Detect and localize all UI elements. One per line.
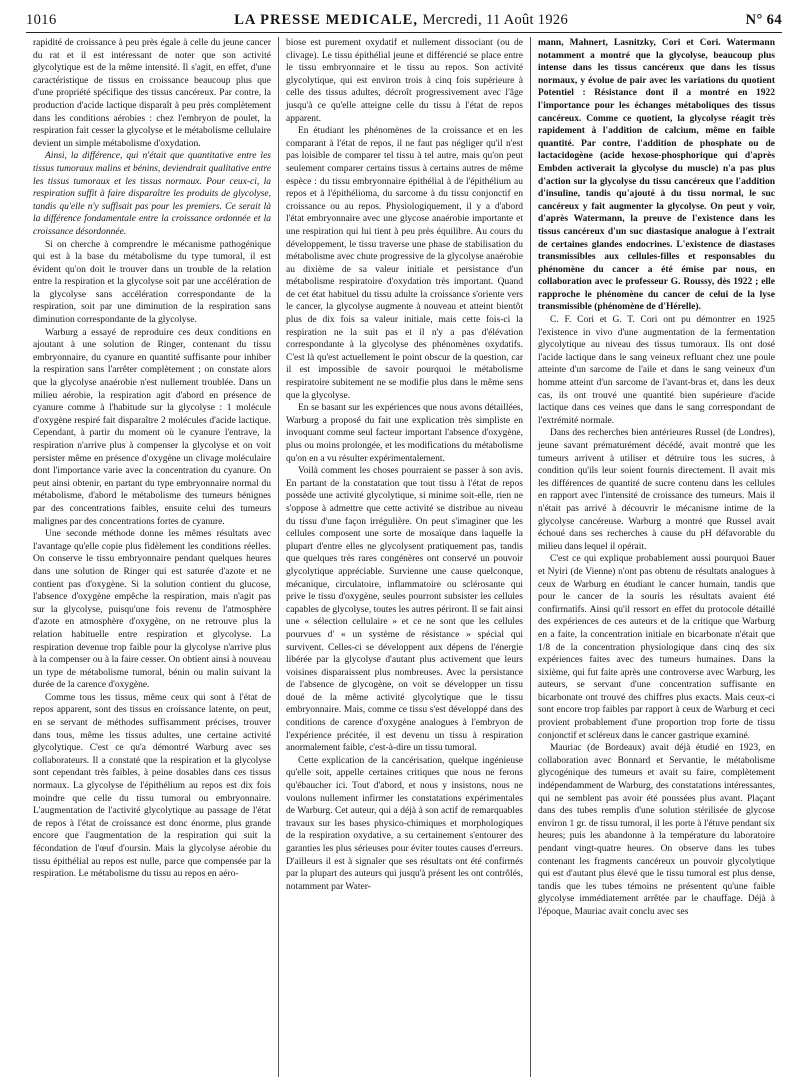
paragraph: En étudiant les phénomènes de la croissance et en les comparant à l'état de repos, il ne faut pas négliger qu'il n'est pas loisible de comparer tel tissu à tel autre, mais qu'on peut seulement comparer certains tissus à certains autres de même espèce : du tissu embryonnaire épithélial à de l'épithélium au repos et à l'épithélioma, du sarcome à du tissu conjonctif en croissance ou au repos. Physiologiquement, il y a d'abord l'état embryonnaire avec une glycose anaérobie importante et une respiration qui lui tient à peu près équilibre. Au cours du développement, le tissu traverse une phase de stabilisation du métabolisme avec chute progressive de la glycolyse anaérobie au dixième de sa valeur initiale et persistance d'un métabolisme respiratoire d'oxydation très important. Quand de cet état habituel du tissu adulte la croissance s'oriente vers le cancer, la glycolyse augmente à nouveau et atteint bientôt plus de dix fois sa valeur initiale, mais cette fois-ci la respiration ne la suit pas et il n'y a pas d'élévation correspondante à la glycolyse des phénomènes oxydatifs. C'est là qu'est actuellement le point obscur de la question, car il est impossible de savoir pourquoi le métabolisme respiratoire subitement ne se modifie plus dans le même sens que la glycolyse. bbox=[285, 126, 523, 401]
paragraph: mann, Mahnert, Lasnitzky, Cori et Cori. Watermann notamment a montré que la glycolyse, beaucoup plus intense dans les tissus cancéreux que dans les tissus normaux, y évolue de pair avec les variations du quotient Potentiel : Résistance dont il a montré en 1922 l'importance pour les échanges métaboliques des tissus cancéreux. Comme ce quotient, la glycolyse réagit très rapidement à l'addition de calcium, même en faible quantité. Par contre, l'addition de phosphate ou de lactacidogène (acide hexose-phosphorique qui d'après Embden activerait la glycolyse du muscle) n'a pas plus d'action sur la glycolyse du tissu cancéreux que l'addition d'insuline, tandis qu'ajouté à du tissu normal, le suc cancéreux y fait augmenter la glycolyse. On peut y voir, d'après Watermann, la preuve de l'existence dans les tissus cancéreux d'un suc diastasique analogue à l'extrait de certaines glandes endocrines. L'existence de diastases transmissibles aux cellules-filles et responsables du phénomène du cancer a été émise par nous, en collaboration avec le professeur G. Roussy, dès 1922 ; elle rapproche le phénomène du cancer de celui de la lyse transmissible (phénomène de d'Hérelle). bbox=[537, 38, 775, 313]
journal-name: LA PRESSE MEDICALE, bbox=[234, 12, 418, 28]
paragraph: Voilà comment les choses pourraient se passer à son avis. En partant de la constatation que tout tissu à l'état de repos possède une activité glycolytique, si minime soit-elle, rien ne s'oppose à admettre que cette activité se distribue au niveau du tissu d'une façon irrégulière. On peut s'imaginer que les cellules composent une sorte de mosaïque dans laquelle la plupart d'entre elles ne glycolysent pratiquement pas, tandis que quelques très rares congénères ont conservé un pouvoir glycolytique appréciable. Survienne une cause quelconque, mécanique, circulatoire, inflammatoire ou sclérosante qui prive le tissu d'oxygène, seules pourront subsister les cellules capables de glycolyse, toutes les autres périront. Il se fait ainsi une « sélection cellulaire » et ce ne sont que les cellules pourvues d' « un système de résistance » spécial qui survivent. Celles-ci se développent aux dépens de l'énergie libérée par la glycolyse d'autant plus activement que leurs voisines disparaissent plus nombreuses. Avec la persistance de l'absence de glycogène, on voit se développer un tissu doué de la même activité glycolytique que le tissu embryonnaire. Mais, comme ce tissu s'est développé dans des conditions de carence d'oxygène analogues à l'embryon de l'expérience précitée, il est devenu un tissu à respiration anormalement faible, c'est-à-dire un tissu tumoral. bbox=[285, 466, 523, 754]
paragraph: En se basant sur les expériences que nous avons détaillées, Warburg a proposé du fait une explication très simpliste en invoquant comme seul facteur important l'absence d'oxygène, plus ou moins prolongée, et les modifications du métabolisme qu'on en a vu résulter expérimentalement. bbox=[285, 403, 523, 464]
paragraph: C. F. Cori et G. T. Cori ont pu démontrer en 1925 l'existence in vivo d'une augmentation de la fermentation glycolytique au niveau des tissus tumoraux. Ils ont dosé l'acide lactique dans le sang veineux refluant chez une poule atteinte d'un sarcome de l'aile et dans le sang veineux d'un homme atteint d'un sarcome de l'avant-bras et, dans les deux cas, ils ont trouvé une quantité bien supérieure d'acide lactique dans ces veines que dans le sang correspondant de l'extrémité normale. bbox=[537, 315, 775, 426]
paragraph: Mauriac (de Bordeaux) avait déjà étudié en 1923, en collaboration avec Bonnard et Servantie, le métabolisme glycogénique des tumeurs et avait su faire, complètement indépendamment de Warburg, des constatations intéressantes, qui ne semblent pas avoir été poussées plus avant. Plaçant dans des tubes remplis d'une solution stérilisée de glycose environ 1 gr. de tissu tumoral, il les porte à l'étuve pendant six heures; puis les abandonne à la température du laboratoire pendant vingt-quatre heures. On observe dans les tubes contenant les fragments cancéreux un pouvoir glycolytique qui est d'autant plus élevé que le tissu tumoral est plus dense, tandis que les tubes témoins ne présentent qu'une faible glycolyse immédiatement arrêtée par le chauffage. Déjà à l'époque, Mauriac avait conclu avec ses bbox=[537, 743, 775, 917]
journal-title bbox=[234, 12, 568, 29]
paragraph: Si on cherche à comprendre le mécanisme pathogénique qui est à la base du métabolisme du type tumoral, il est évident qu'on doit le trouver dans un trouble de la relation entre la respiration et la glycolyse soit par une accélération de la glycolyse sans accélération correspondante de la respiration, soit par une diminution de la respiration sans diminution correspondante de la glycolyse. bbox=[33, 239, 271, 326]
article-columns bbox=[26, 37, 782, 1077]
paragraph: C'est ce qui explique probablement aussi pourquoi Bauer et Nyiri (de Vienne) n'ont pas obtenu de résultats analogues à ceux de Warburg en étudiant le cancer humain, tandis que pour le cancer de la souris les résultats avaient été confirmatifs. Ainsi qu'il ressort en effet du protocole détaillé des expériences de ces auteurs et de la critique que Warburg en a faite, la concentration initiale en bicarbonate n'était que 1/8 de la concentration physiologique dans cinq des six expériences faites avec des tumeurs humaines. Dans la sixième, qui fut faite après une controverse avec Warburg, les auteurs, se servant d'une concentration suffisante en bicarbonate ont trouvé des chiffres plus exacts. Mais ceux-ci sont encore trop faibles par rapport à ceux de Warburg et ceci provient probablement d'une proportion trop forte de tissu conjonctif et scléreux dans le cancer gastrique examiné. bbox=[537, 554, 775, 741]
issue-date: Mercredi, 11 Août 1926 bbox=[422, 12, 568, 28]
paragraph: biose est purement oxydatif et nullement dissociant (ou de clivage). Le tissu épithélial jeune et différencié se place entre le tissu embryonnaire et le tissu au repos. Son activité glycolytique, qui est environ trois à cinq fois supérieure à celle des tissus adultes, décroît progressivement avec l'âge jusqu'à ce qu'elle atteigne celle du tissu à l'état de repos apparent. bbox=[285, 38, 523, 124]
column-3 bbox=[530, 37, 782, 1077]
paragraph: Warburg a essayé de reproduire ces deux conditions en ajoutant à une solution de Ringer, contenant du tissu embryonnaire, du cyanure en quantité suffisante pour inhiber la respiration sans l'arrêter complètement ; on constate alors que la glycolyse anaérobie n'est nullement troublée. Dans un milieu aérobie, la respiration agit d'abord en présence de cyanure comme à l'habitude sur la glycolyse : 1 molécule d'oxygène respiré fait disparaître 2 molécules d'acide lactique. Cependant, à partir du moment où le cyanure l'entrave, la respiration n'arrive plus à compenser la glycolyse et on voit persister même en présence d'oxygène un clivage moléculaire dont l'importance varie avec la concentration du cyanure. On peut ainsi obtenir, en partant du type embryonnaire normal du métabolisme, d'abord le métabolisme des tumeurs bénignes par des concentrations faibles, ensuite celui des tumeurs malignes par des concentrations fortes de cyanure. bbox=[33, 327, 271, 527]
column-1 bbox=[26, 37, 278, 1077]
page-number: 1016 bbox=[26, 12, 57, 28]
paragraph: Comme tous les tissus, même ceux qui sont à l'état de repos apparent, sont des tissus en croissance latente, on peut, en se servant de méthodes suffisamment précises, trouver dans tous, même les tissus adultes, une certaine activité glycolytique. C'est ce qu'a démontré Warburg avec ses collaborateurs. Il a constaté que la respiration et la glycolyse sont cependant très faibles, à peine dosables dans ces tissus normaux. La glycolyse de l'épithélium au repos est dix fois moindre que celle du tissu tumoral ou embryonnaire. L'augmentation de l'activité glycolytique au passage de l'état de repos à l'état de croissance est donc énorme, plus grande encore que l'augmentation de la respiration qui suit la fécondation de l'œuf d'oursin. Mais la glycolyse aérobie du tissu épithélial au repos est nulle, parce que compensée par la respiration. Le métabolisme du tissu au repos en aéro- bbox=[33, 692, 271, 880]
page-header bbox=[26, 12, 782, 33]
paragraph: Dans des recherches bien antérieures Russel (de Londres), jeune savant prématurément décédé, avait montré que les tumeurs arrivent à utiliser et détruire tous les sucres, à condition qu'ils leur soient fournis directement. Il avait mis les différences de quantité de sucre contenu dans les cellules en rapport avec l'intensité de croissance des tumeurs. Mais il n'était pas arrivé à découvrir le mécanisme intime de la glycolyse cancéreuse. Warburg a montré que Russel avait échoué dans ses recherches à cause du pH défavorable du milieu dans lequel il opérait. bbox=[537, 428, 775, 552]
column-2 bbox=[278, 37, 530, 1077]
issue-number: N° 64 bbox=[745, 12, 782, 28]
paragraph: Cette explication de la cancérisation, quelque ingénieuse qu'elle soit, appelle certaines critiques que nous ne ferons qu'ébaucher ici. Tout d'abord, et nous y insistons, nous ne voulons nullement infirmer les constatations expérimentales de Warburg. Cet auteur, qui a déjà à son actif de remarquables travaux sur les bases physico-chimiques et morphologiques de la respiration oxydative, a su certainement s'entourer des garanties les plus sérieuses pour éviter toutes causes d'erreurs. D'ailleurs il est à signaler que ses résultats ont été confirmés par la plupart des auteurs qui jusqu'à présent les ont contrôlés, notamment par Water- bbox=[285, 755, 523, 892]
paragraph: Ainsi, la différence, qui n'était que quantitative entre les tissus tumoraux malins et bénins, deviendrait qualitative entre les tissus tumoraux et les tissus normaux. Pour ceux-ci, la respiration suffit à faire disparaître les produits de glycolyse, tandis qu'elle n'y suffisait pas pour les premiers. Ce serait là la différence fondamentale entre la croissance ordonnée et la croissance désordonnée. bbox=[33, 151, 271, 237]
paragraph: rapidité de croissance à peu près égale à celle du jeune cancer du rat et il est intéressant de noter que son activité glycolytique est de la même intensité. Il s'agit, en effet, d'une caractéristique de tissus en croissance beaucoup plus que d'une propriété spécifique des tissus cancéreux. Par contre, la production d'acide lactique disparaît à peu près complètement dans les conditions aérobies : chez l'embryon de poulet, la respiration fait cesser la glycolyse et le métabolisme cellulaire devient un simple métabolisme d'oxydation. bbox=[33, 38, 271, 149]
paragraph: Une seconde méthode donne les mêmes résultats avec l'avantage qu'elle copie plus fidèlement les conditions réelles. On conserve le tissu embryonnaire pendant quelques heures dans une solution de Ringer qui est saturée d'azote et ne contient pas d'oxygène. Si la solution contient du glucose, l'absence d'oxygène empêche la respiration, mais n'agit pas sur la glycolyse, puisqu'une fois revenu de l'atmosphère d'azote en atmosphère d'oxygène, on ne retrouve plus la relation habituelle entre respiration et glycolyse. La respiration devenue trop faible pour la glycolyse n'arrive plus à la compenser ou à la faire cesser. On obtient ainsi à nouveau un type de métabolisme tumoral, bénin ou malin suivant la durée de la carence d'oxygène. bbox=[33, 529, 271, 691]
